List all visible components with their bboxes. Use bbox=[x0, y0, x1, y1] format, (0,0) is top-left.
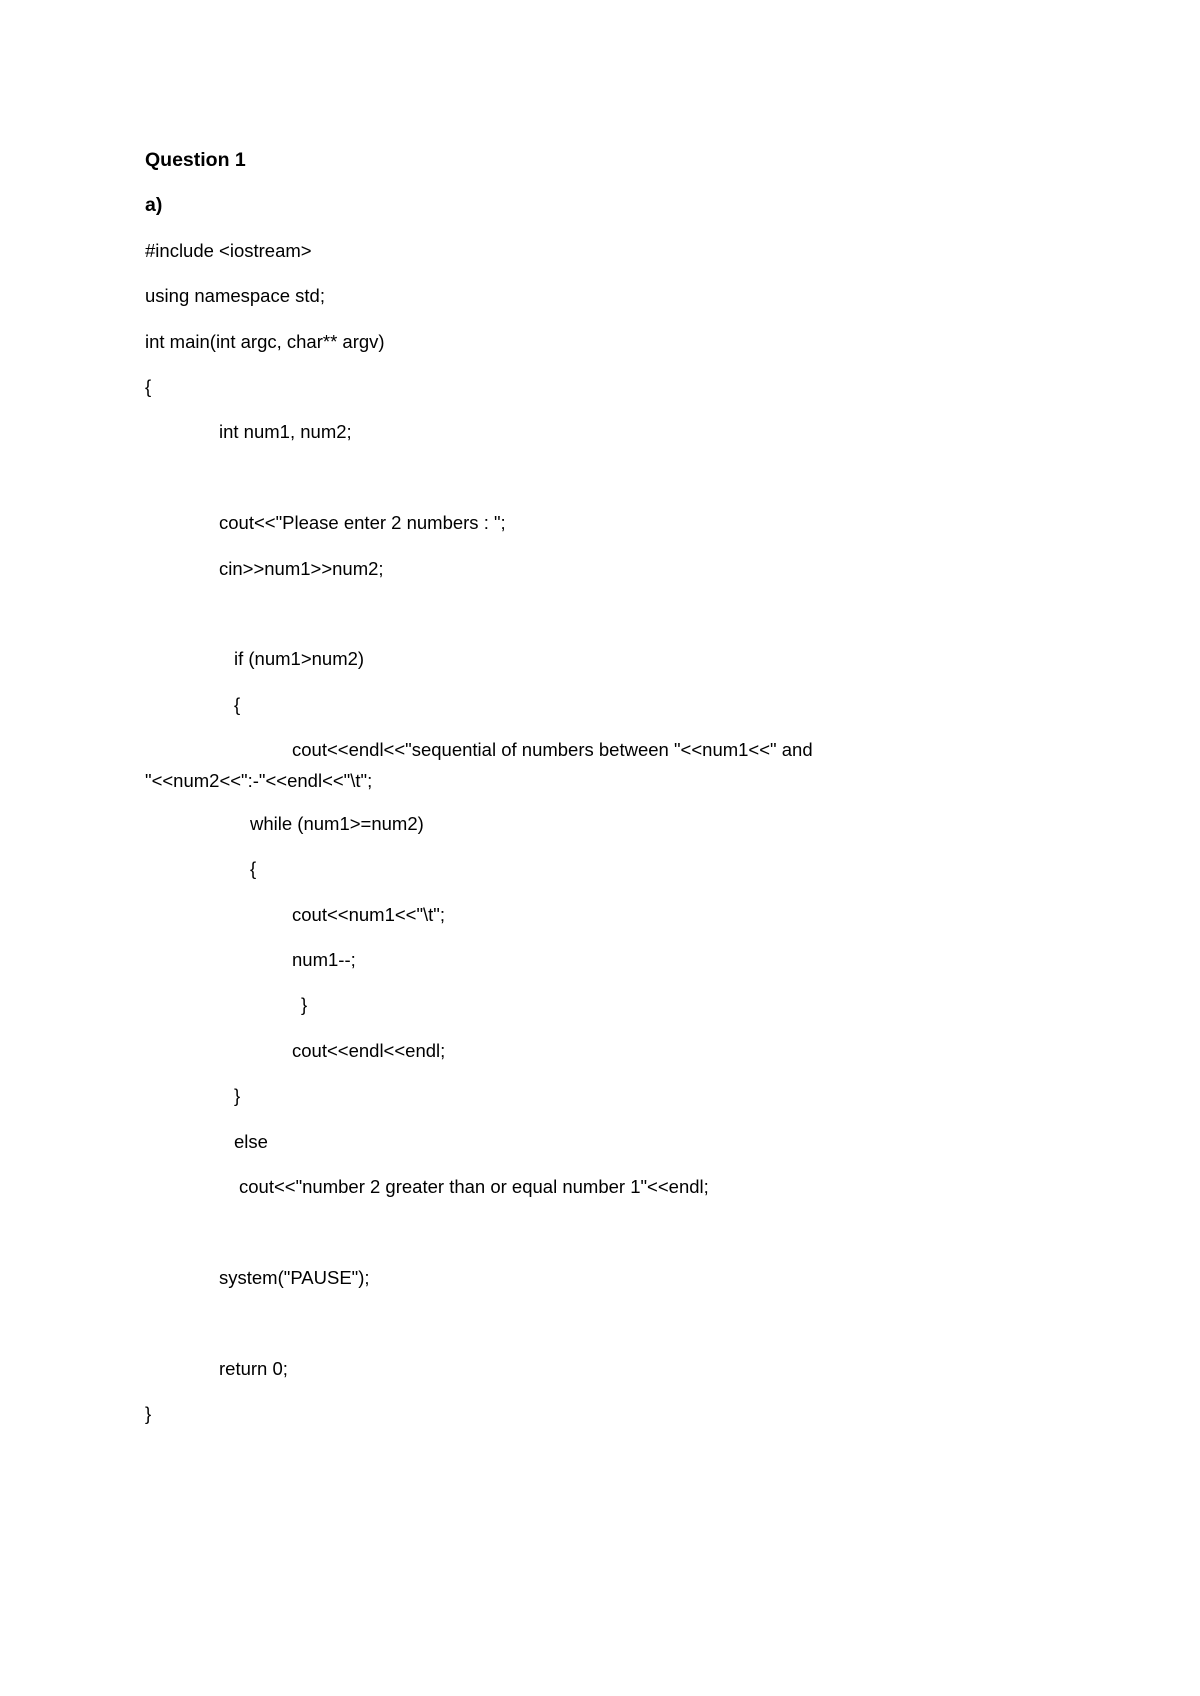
code-line-sequence-output-part1: cout<<endl<<"sequential of numbers between "<<num1<<" and bbox=[292, 739, 813, 760]
code-line-if-condition: if (num1>num2) bbox=[234, 648, 365, 669]
code-line-else-output: cout<<"number 2 greater than or equal number 1"<<endl; bbox=[239, 1176, 709, 1197]
code-line-include: #include <iostream> bbox=[145, 240, 312, 261]
code-line-if-open-brace: { bbox=[234, 694, 241, 715]
code-line-declare-vars: int num1, num2; bbox=[219, 421, 352, 442]
code-line-return: return 0; bbox=[219, 1358, 288, 1379]
code-line-main-open-brace: { bbox=[145, 376, 152, 397]
code-line-if-close-brace: } bbox=[234, 1085, 241, 1106]
code-line-else: else bbox=[234, 1131, 268, 1152]
code-line-main-signature: int main(int argc, char** argv) bbox=[145, 331, 385, 352]
code-line-while-close-brace: } bbox=[301, 994, 308, 1015]
code-line-main-close-brace: } bbox=[145, 1403, 152, 1424]
code-line-sequence-output-part2: "<<num2<<":-"<<endl<<"\t"; bbox=[145, 770, 373, 791]
code-line-prompt-output: cout<<"Please enter 2 numbers : "; bbox=[219, 512, 506, 533]
code-line-system-pause: system("PAUSE"); bbox=[219, 1267, 370, 1288]
question-heading: Question 1 bbox=[145, 149, 246, 171]
part-label: a) bbox=[145, 194, 163, 216]
code-line-endl-output: cout<<endl<<endl; bbox=[292, 1040, 446, 1061]
code-line-while-condition: while (num1>=num2) bbox=[250, 813, 424, 834]
code-line-while-open-brace: { bbox=[250, 858, 257, 879]
code-line-print-num: cout<<num1<<"\t"; bbox=[292, 904, 446, 925]
code-line-decrement: num1--; bbox=[292, 949, 356, 970]
code-line-namespace: using namespace std; bbox=[145, 285, 325, 306]
code-line-read-input: cin>>num1>>num2; bbox=[219, 558, 384, 579]
